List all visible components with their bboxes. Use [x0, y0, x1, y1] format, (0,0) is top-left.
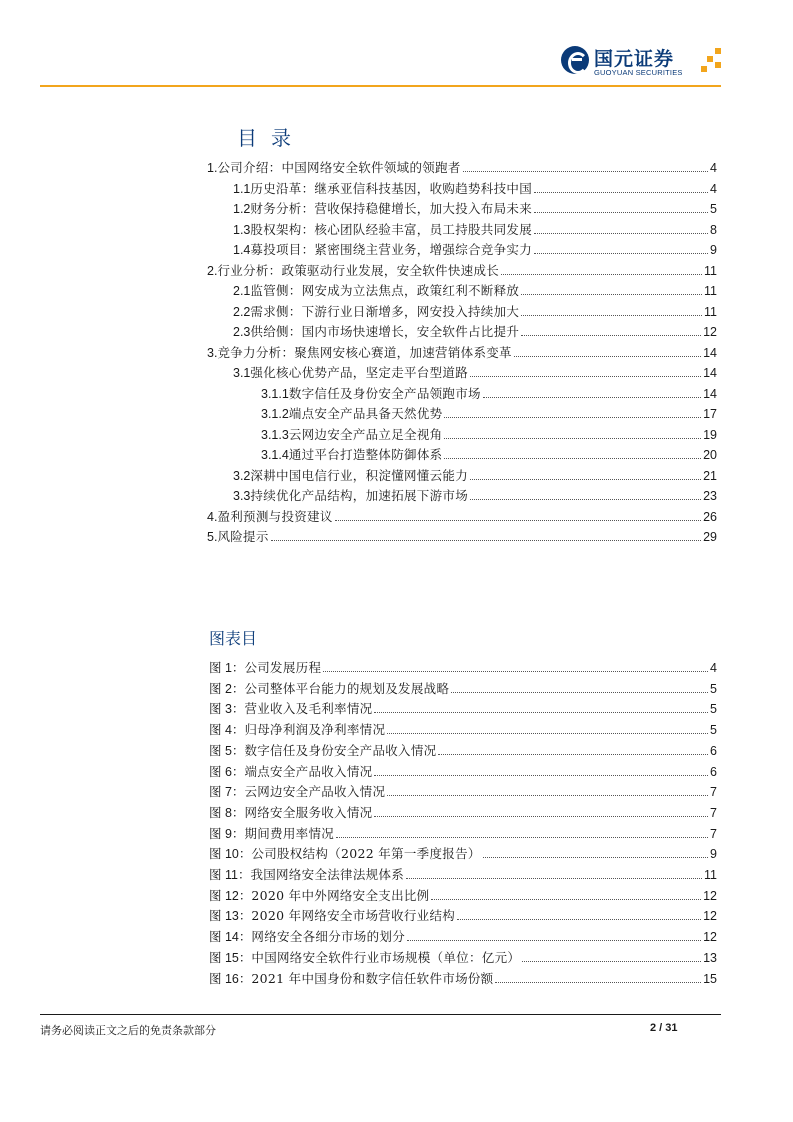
entry-title: 需求侧：下游行业日渐增多，网安投入持续加大 [250, 303, 520, 319]
entry-number: 图 15： [209, 950, 252, 965]
toc-entry[interactable] [233, 279, 717, 299]
entry-page-number: 9 [710, 243, 717, 257]
dot-leader [534, 233, 708, 234]
toc-entry[interactable] [233, 177, 717, 197]
toc-entry[interactable] [233, 197, 717, 217]
entry-number: 1.3 [233, 222, 251, 237]
footer-disclaimer: 请务必阅读正文之后的免责条款部分 [40, 1024, 216, 1037]
entry-number: 3.1.1 [261, 386, 289, 401]
entry-number: 图 1： [209, 661, 245, 675]
entry-page-number: 5 [710, 202, 717, 216]
entry-number: 图 5： [209, 743, 245, 758]
dot-leader [374, 712, 708, 713]
lof-entry[interactable] [209, 801, 717, 821]
entry-number: 图 16： [209, 971, 252, 986]
toc-entry[interactable] [207, 525, 717, 545]
entry-number: 图 3： [209, 702, 245, 717]
entry-title: 2020 年网络安全市场营收行业结构 [251, 908, 456, 924]
entry-page-number: 8 [710, 222, 717, 237]
dot-leader [374, 775, 708, 776]
entry-title: 行业分析：政策驱动行业发展，安全软件快速成长 [217, 262, 500, 278]
entry-number: 2.1 [233, 284, 251, 298]
entry-title: 数字信任及身份安全产品领跑市场 [288, 385, 481, 401]
entry-title: 端点安全产品具备天然优势 [288, 406, 443, 421]
entry-title: 公司整体平台能力的规划及发展战略 [244, 680, 450, 696]
dot-leader [534, 212, 708, 213]
toc-entry[interactable] [233, 464, 717, 484]
entry-title: 竞争力分析：聚焦网安核心赛道，加速营销体系变革 [217, 344, 512, 360]
entry-number: 3.2 [233, 468, 251, 483]
toc-entry[interactable] [233, 218, 717, 238]
dot-leader [271, 540, 701, 541]
dot-leader [534, 192, 708, 193]
toc-entry[interactable] [261, 382, 717, 402]
lof-entry[interactable] [209, 842, 717, 862]
footer-divider [40, 1014, 721, 1015]
entry-title: 风险提示 [217, 529, 269, 544]
toc-entry[interactable] [233, 361, 717, 381]
toc-entry[interactable] [261, 443, 717, 463]
entry-number: 图 10： [209, 847, 252, 862]
lof-entry[interactable] [209, 904, 717, 924]
dot-leader [407, 940, 701, 941]
dot-leader [483, 857, 708, 858]
entry-title: 通过平台打造整体防御体系 [288, 447, 443, 462]
logo-mark-icon [561, 46, 589, 74]
dot-leader [374, 816, 708, 817]
dot-leader [444, 417, 701, 418]
entry-title: 网络安全各细分市场的划分 [251, 929, 405, 945]
lof-entry[interactable] [209, 863, 717, 883]
entry-page-number: 17 [703, 407, 717, 421]
entry-title: 中国网络安全软件行业市场规模（单位：亿元） [251, 949, 521, 965]
dot-leader [470, 499, 701, 500]
entry-number: 图 8： [209, 805, 245, 820]
dot-leader [451, 692, 708, 693]
entry-page-number: 4 [710, 181, 717, 196]
entry-page-number: 19 [703, 427, 717, 442]
entry-page-number: 6 [710, 764, 717, 779]
lof-entry[interactable] [209, 760, 717, 780]
figure-list-title: 图表目 [209, 629, 258, 648]
entry-title: 公司股权结构（2022 年第一季度报告） [251, 846, 481, 862]
entry-title: 2021 年中国身份和数字信任软件市场份额 [251, 970, 494, 986]
logo-english-name: GUOYUAN SECURITIES [594, 68, 683, 77]
header-divider [40, 85, 721, 87]
logo-dots-icon [699, 48, 721, 74]
entry-page-number: 11 [704, 284, 717, 298]
entry-number: 1.4 [233, 243, 251, 257]
entry-number: 图 12： [209, 888, 252, 903]
entry-title: 数字信任及身份安全产品收入情况 [244, 742, 437, 758]
entry-number: 3. [207, 345, 218, 360]
entry-title: 营业收入及毛利率情况 [244, 701, 373, 717]
dot-leader [483, 397, 701, 398]
dot-leader [336, 837, 708, 838]
entry-number: 1.2 [233, 202, 251, 216]
entry-number: 图 14： [209, 930, 252, 945]
dot-leader [335, 520, 701, 521]
entry-page-number: 14 [703, 345, 717, 360]
entry-title: 监管侧：网安成为立法焦点，政策红利不断释放 [250, 283, 520, 298]
entry-page-number: 5 [710, 702, 717, 717]
entry-page-number: 23 [703, 489, 717, 503]
entry-page-number: 7 [710, 805, 717, 820]
toc-entry[interactable] [233, 484, 717, 504]
entry-page-number: 4 [710, 161, 717, 175]
entry-page-number: 5 [710, 681, 717, 696]
toc-title: 目录 [237, 126, 305, 150]
lof-entry[interactable] [209, 780, 717, 800]
entry-number: 3.1.4 [261, 448, 289, 462]
dot-leader [387, 733, 708, 734]
entry-page-number: 21 [703, 468, 717, 483]
entry-number: 图 7： [209, 785, 245, 800]
lof-entry[interactable] [209, 656, 717, 676]
entry-title: 2020 年中外网络安全支出比例 [251, 887, 430, 903]
entry-title: 盈利预测与投资建议 [217, 508, 333, 524]
toc-entry[interactable] [207, 341, 717, 361]
entry-page-number: 14 [703, 386, 717, 401]
entry-number: 图 2： [209, 681, 245, 696]
toc-entry[interactable] [207, 259, 717, 279]
entry-title: 财务分析：营收保持稳健增长，加大投入布局未来 [250, 201, 532, 216]
toc-entry[interactable] [261, 402, 717, 422]
lof-entry[interactable] [209, 925, 717, 945]
entry-number: 4. [207, 509, 218, 524]
lof-entry[interactable] [209, 739, 717, 759]
dot-leader [470, 376, 701, 377]
entry-number: 5. [207, 530, 218, 544]
entry-page-number: 14 [703, 366, 717, 380]
dot-leader [521, 315, 702, 316]
dot-leader [470, 479, 701, 480]
page-indicator: 2 / 31 [650, 1022, 678, 1034]
entry-title: 公司发展历程 [244, 660, 322, 675]
toc-entry[interactable] [233, 238, 717, 258]
dot-leader [521, 294, 702, 295]
entry-page-number: 11 [704, 263, 717, 278]
toc-entry[interactable] [261, 423, 717, 443]
dot-leader [406, 878, 702, 879]
entry-title: 网络安全服务收入情况 [244, 804, 373, 820]
entry-page-number: 11 [704, 868, 717, 882]
lof-entry[interactable] [209, 946, 717, 966]
entry-title: 持续优化产品结构，加速拓展下游市场 [250, 488, 468, 503]
lof-entry[interactable] [209, 677, 717, 697]
entry-page-number: 7 [710, 826, 717, 841]
entry-page-number: 12 [703, 909, 717, 924]
toc-entry[interactable] [207, 156, 717, 176]
dot-leader [534, 253, 708, 254]
dot-leader [522, 961, 701, 962]
dot-leader [387, 795, 708, 796]
entry-page-number: 6 [710, 743, 717, 758]
dot-leader [514, 356, 701, 357]
entry-page-number: 13 [703, 950, 717, 965]
entry-number: 图 11： [209, 868, 251, 882]
entry-page-number: 11 [704, 304, 717, 319]
entry-title: 公司介绍：中国网络安全软件领域的领跑者 [217, 160, 461, 175]
entry-title: 云网边安全产品立足全视角 [288, 426, 443, 442]
entry-number: 图 4： [209, 723, 245, 738]
entry-number: 3.1.3 [261, 427, 289, 442]
dot-leader [438, 754, 708, 755]
entry-page-number: 29 [703, 530, 717, 544]
dot-leader [463, 171, 708, 172]
dot-leader [501, 274, 702, 275]
entry-number: 3.1.2 [261, 407, 289, 421]
entry-title: 云网边安全产品收入情况 [244, 784, 386, 800]
entry-title: 我国网络安全法律法规体系 [250, 867, 405, 882]
lof-entry[interactable] [209, 884, 717, 904]
entry-number: 2. [207, 263, 218, 278]
dot-leader [431, 899, 701, 900]
entry-page-number: 12 [703, 325, 717, 339]
company-logo [561, 44, 721, 80]
entry-page-number: 12 [703, 888, 717, 903]
dot-leader [323, 671, 708, 672]
entry-title: 历史沿革：继承亚信科技基因，收购趋势科技中国 [250, 180, 532, 196]
toc-entry[interactable] [233, 300, 717, 320]
lof-entry[interactable] [209, 822, 717, 842]
toc-entry[interactable] [233, 320, 717, 340]
entry-title: 深耕中国电信行业，积淀懂网懂云能力 [250, 467, 468, 483]
entry-number: 1.1 [233, 181, 251, 196]
logo-chinese-name: 国元证券 [594, 48, 675, 70]
entry-page-number: 15 [703, 971, 717, 986]
dot-leader [444, 458, 701, 459]
entry-title: 股权架构：核心团队经验丰富，员工持股共同发展 [250, 221, 532, 237]
entry-title: 端点安全产品收入情况 [244, 763, 373, 779]
entry-title: 强化核心优势产品，坚定走平台型道路 [250, 365, 468, 380]
entry-number: 图 9： [209, 826, 245, 841]
dot-leader [457, 919, 701, 920]
dot-leader [495, 982, 701, 983]
entry-number: 3.1 [233, 366, 251, 380]
toc-entry[interactable] [207, 505, 717, 525]
entry-number: 3.3 [233, 489, 251, 503]
entry-number: 1. [207, 161, 218, 175]
dot-leader [521, 335, 701, 336]
entry-title: 归母净利润及净利率情况 [244, 722, 386, 738]
entry-page-number: 20 [703, 448, 717, 462]
entry-page-number: 9 [710, 847, 717, 862]
entry-title: 募投项目：紧密围绕主营业务，增强综合竞争实力 [250, 242, 532, 257]
lof-entry[interactable] [209, 718, 717, 738]
entry-number: 2.2 [233, 304, 251, 319]
entry-number: 2.3 [233, 325, 251, 339]
entry-title: 供给侧：国内市场快速增长，安全软件占比提升 [250, 324, 520, 339]
entry-page-number: 26 [703, 509, 717, 524]
entry-page-number: 7 [710, 785, 717, 800]
lof-entry[interactable] [209, 697, 717, 717]
entry-title: 期间费用率情况 [244, 825, 335, 841]
entry-number: 图 6： [209, 764, 245, 779]
entry-page-number: 5 [710, 723, 717, 738]
dot-leader [444, 438, 701, 439]
lof-entry[interactable] [209, 967, 717, 987]
entry-number: 图 13： [209, 909, 252, 924]
entry-page-number: 12 [703, 930, 717, 945]
page-header [40, 40, 721, 90]
entry-page-number: 4 [710, 661, 717, 675]
